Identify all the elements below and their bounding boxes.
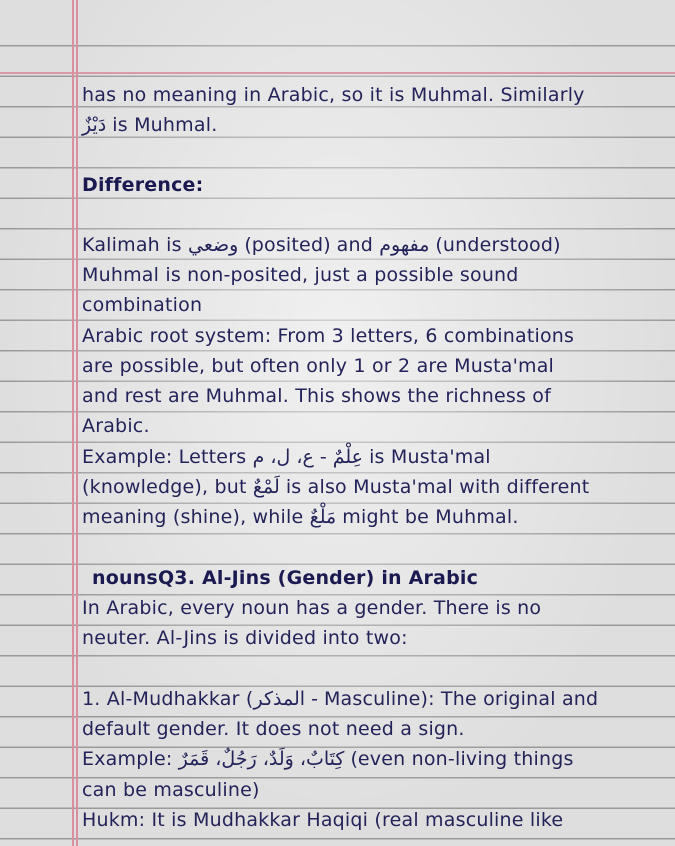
text-line: Hukm: It is Mudhakkar Haqiqi (real masculine like xyxy=(82,809,564,831)
left-margin-line xyxy=(72,0,74,846)
section-heading-difference: Difference: xyxy=(82,174,204,196)
text-line: combination xyxy=(82,294,203,316)
text-line: can be masculine) xyxy=(82,779,260,801)
text-line: has no meaning in Arabic, so it is Muhmal. Similarly xyxy=(82,84,585,106)
text-line: Arabic. xyxy=(82,415,150,437)
text-line: are possible, but often only 1 or 2 are Musta'mal xyxy=(82,355,555,377)
text-line: Arabic root system: From 3 letters, 6 combinations xyxy=(82,325,575,347)
text-line: default gender. It does not need a sign. xyxy=(82,718,465,740)
text-line: Example: Letters عِلْمٌ - ع، ل، م is Musta'mal xyxy=(82,446,491,468)
text-line: Kalimah is وضعي (posited) and مفهوم (understood) xyxy=(82,234,561,256)
section-heading-al-jins: nounsQ3. Al-Jins (Gender) in Arabic xyxy=(92,567,479,589)
text-line: meaning (shine), while مَلْعٌ might be Muhmal. xyxy=(82,506,519,528)
text-line: and rest are Muhmal. This shows the richness of xyxy=(82,385,551,407)
text-line: neuter. Al-Jins is divided into two: xyxy=(82,627,408,649)
left-margin-line-inner xyxy=(76,0,78,846)
top-margin-line xyxy=(0,72,675,74)
text-line: Muhmal is non-posited, just a possible sound xyxy=(82,264,519,286)
text-line: (knowledge), but لَمْعٌ is also Musta'mal with different xyxy=(82,476,590,498)
text-line: Example: كِتَابٌ، وَلَدٌ، رَجُلٌ، قَمَرٌ (even non-living things xyxy=(82,748,574,770)
text-line: دَيْزٌ is Muhmal. xyxy=(82,114,218,136)
text-line: In Arabic, every noun has a gender. There is no xyxy=(82,597,542,619)
text-line: 1. Al-Mudhakkar (المذكر - Masculine): The original and xyxy=(82,688,599,710)
